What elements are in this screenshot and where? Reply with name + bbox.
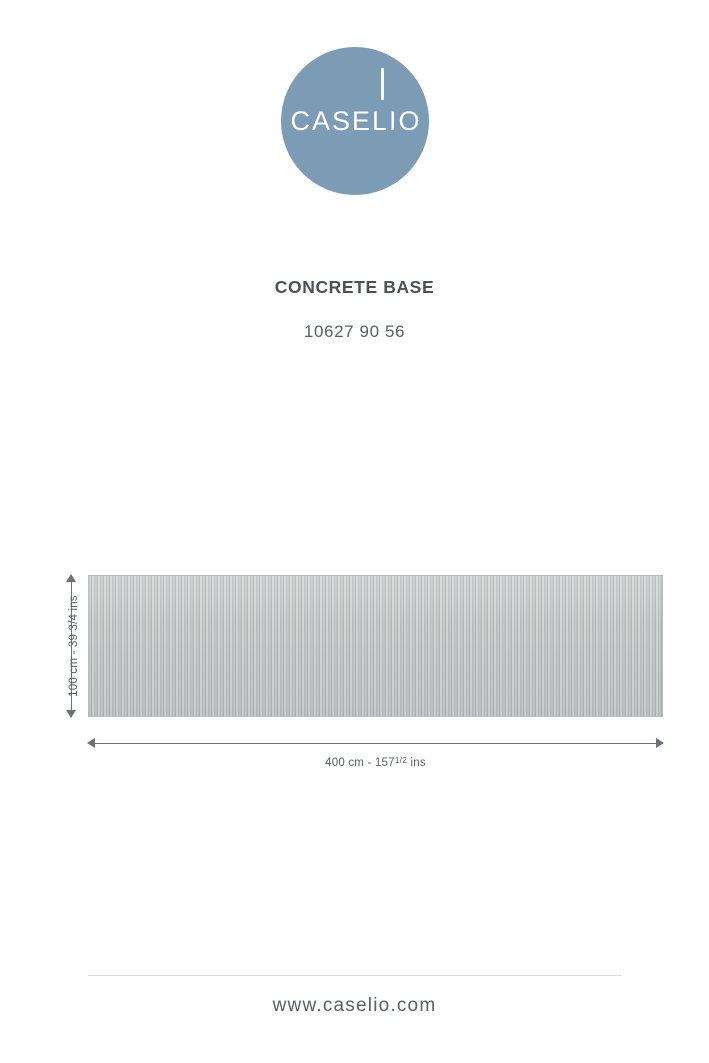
wallpaper-swatch xyxy=(88,575,663,717)
width-dimension-line xyxy=(88,743,663,744)
width-dimension-label xyxy=(88,755,663,769)
product-name: CONCRETE BASE xyxy=(274,277,435,297)
caselio-circle-logo xyxy=(281,47,429,195)
width-dimension xyxy=(88,735,663,775)
product-reference: 10627 90 56 xyxy=(303,322,406,341)
footer-website[interactable]: www.caselio.com xyxy=(272,995,437,1016)
footer-divider xyxy=(88,975,621,976)
height-dimension xyxy=(55,575,89,717)
width-value-cm: 400 cm - 157 xyxy=(325,756,395,769)
product-title-block xyxy=(0,277,709,342)
swatch-diagram xyxy=(0,560,709,790)
arrow-right-icon xyxy=(656,738,664,748)
swatch-shading-overlay xyxy=(89,576,662,716)
arrow-down-icon xyxy=(66,710,76,718)
height-dimension-label: 100 cm - 39 3/4 ins xyxy=(68,595,80,697)
width-unit: ins xyxy=(410,756,426,769)
brand-logo xyxy=(0,47,709,195)
logo-wordmark: CASELIO xyxy=(290,105,422,136)
width-fraction: 1/2 xyxy=(394,755,408,765)
logo-accent-tick xyxy=(381,68,384,100)
